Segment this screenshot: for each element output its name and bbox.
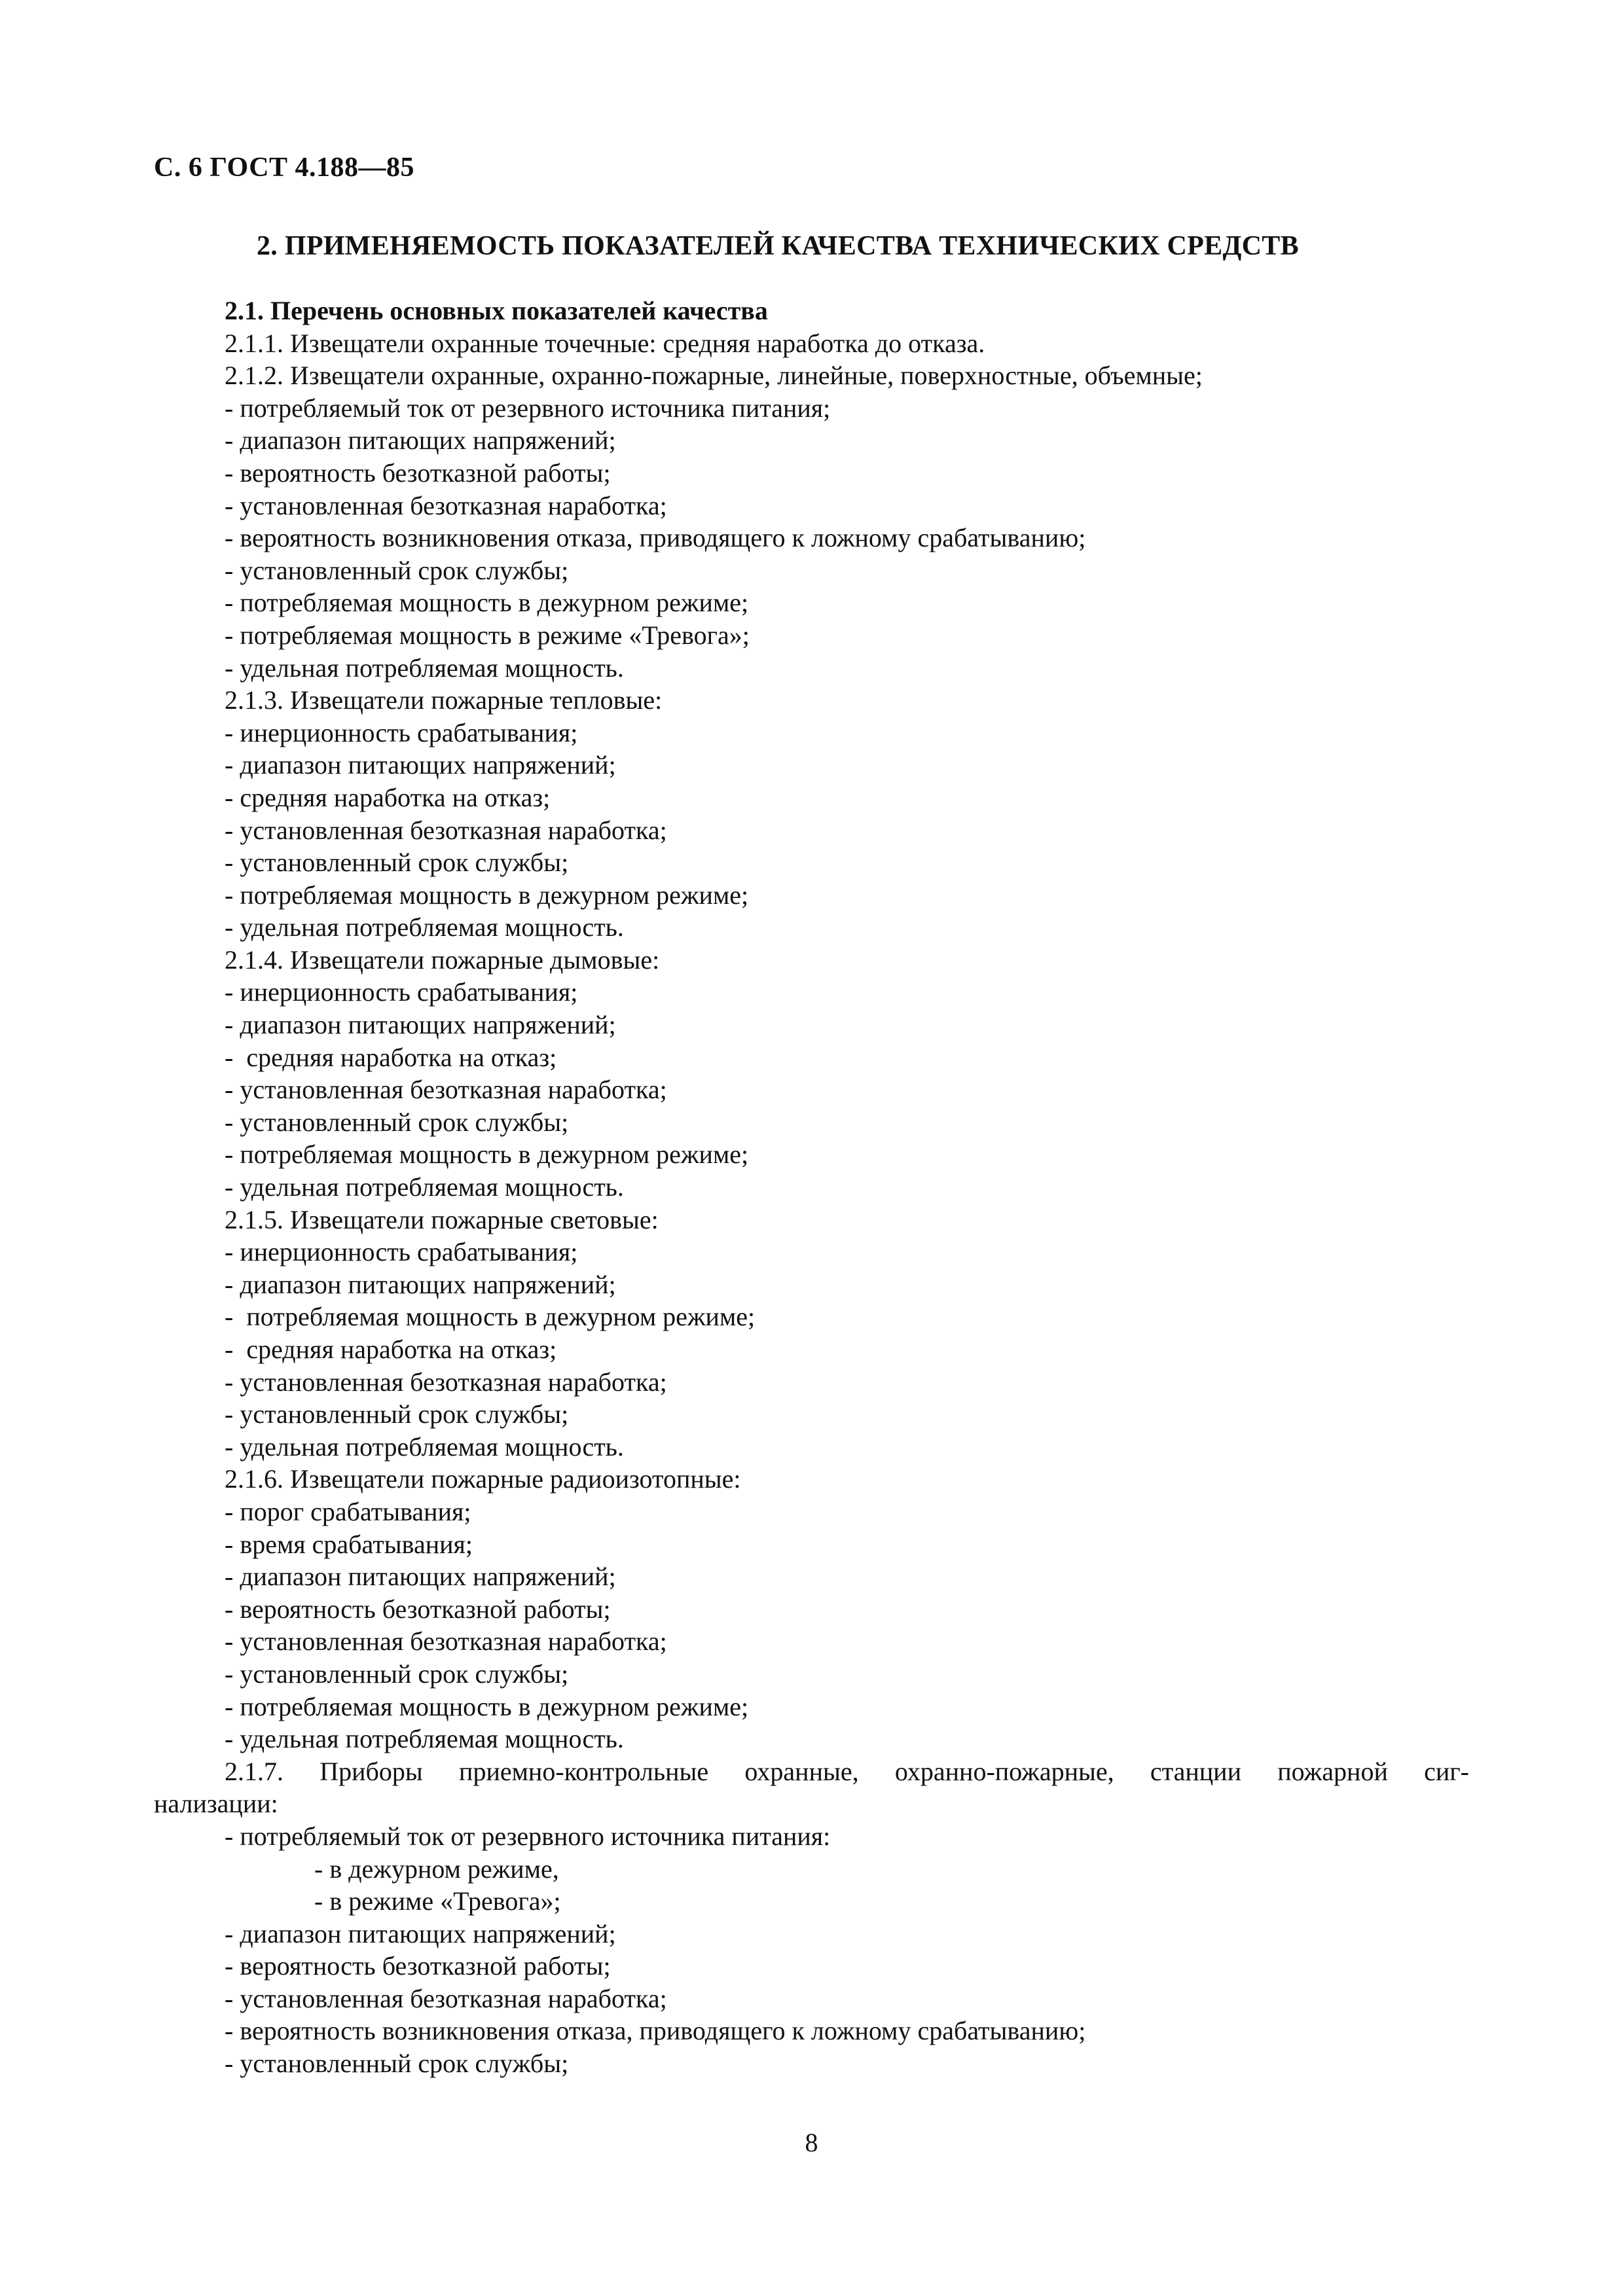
- clause-2-1-1: 2.1.1. Извещатели охранные точечные: средняя наработка до отказа.: [225, 328, 985, 358]
- list-item: - потребляемая мощность в дежурном режиме;: [225, 1691, 749, 1721]
- list-item: - удельная потребляемая мощность.: [225, 1431, 624, 1462]
- list-item: - диапазон питающих напряжений;: [225, 1269, 616, 1299]
- list-item: - удельная потребляемая мощность.: [225, 1724, 624, 1754]
- clause-2-1-4: 2.1.4. Извещатели пожарные дымовые:: [225, 944, 660, 975]
- list-item: - установленная безотказная наработка;: [225, 490, 667, 520]
- list-item: - установленная безотказная наработка;: [225, 1983, 667, 2013]
- list-item: - средняя наработка на отказ;: [225, 1042, 557, 1072]
- page-header: С. 6 ГОСТ 4.188—85: [154, 152, 415, 183]
- clause-2-1-6: 2.1.6. Извещатели пожарные радиоизотопные:: [225, 1464, 741, 1494]
- list-item: - вероятность безотказной работы;: [225, 1951, 611, 1981]
- list-item: - потребляемая мощность в режиме «Тревога»;: [225, 620, 750, 650]
- list-item: - вероятность безотказной работы;: [225, 1594, 611, 1624]
- section-title: 2. ПРИМЕНЯЕМОСТЬ ПОКАЗАТЕЛЕЙ КАЧЕСТВА ТЕХНИЧЕСКИХ СРЕДСТВ: [257, 231, 1299, 261]
- list-item: - инерционность срабатывания;: [225, 1237, 578, 1267]
- clause-2-1-3: 2.1.3. Извещатели пожарные тепловые:: [225, 685, 663, 715]
- list-item: - потребляемый ток от резервного источника питания;: [225, 393, 831, 423]
- list-item: - установленная безотказная наработка;: [225, 1075, 667, 1105]
- clause-2-1-7-continuation: нализации:: [154, 1789, 278, 1819]
- list-item: - установленный срок службы;: [225, 1659, 569, 1689]
- list-item: - установленный срок службы;: [225, 555, 569, 585]
- clause-2-1-2: 2.1.2. Извещатели охранные, охранно-пожарные, линейные, поверхностные, объемные;: [225, 361, 1203, 391]
- list-item: - установленный срок службы;: [225, 1107, 569, 1137]
- body-text: [0, 295, 1623, 2080]
- list-item: - средняя наработка на отказ;: [225, 782, 551, 812]
- list-item: - время срабатывания;: [225, 1529, 473, 1559]
- list-item: - вероятность возникновения отказа, приводящего к ложному срабатыванию;: [225, 2016, 1086, 2046]
- list-item: - вероятность безотказной работы;: [225, 457, 611, 488]
- list-item: - удельная потребляемая мощность.: [225, 653, 624, 683]
- list-item: - диапазон питающих напряжений;: [225, 425, 616, 456]
- list-item: - вероятность возникновения отказа, приводящего к ложному срабатыванию;: [225, 523, 1086, 553]
- list-item: - потребляемая мощность в дежурном режиме;: [225, 1139, 749, 1170]
- list-item: - установленная безотказная наработка;: [225, 1626, 667, 1657]
- list-item: - удельная потребляемая мощность.: [225, 912, 624, 942]
- list-item: - инерционность срабатывания;: [225, 977, 578, 1007]
- list-item: - диапазон питающих напряжений;: [225, 1010, 616, 1040]
- list-item: - установленная безотказная наработка;: [225, 815, 667, 845]
- list-item: - средняя наработка на отказ;: [225, 1335, 557, 1364]
- list-item: - установленный срок службы;: [225, 2049, 569, 2079]
- clause-2-1-7: 2.1.7. Приборы приемно-контрольные охранные, охранно-пожарные, станции пожарной сиг-: [225, 1756, 1469, 1786]
- list-item: - инерционность срабатывания;: [225, 717, 578, 747]
- list-item: - диапазон питающих напряжений;: [225, 1562, 616, 1592]
- clause-2-1-5: 2.1.5. Извещатели пожарные световые:: [225, 1204, 659, 1234]
- list-item: - потребляемая мощность в дежурном режиме;: [225, 880, 749, 910]
- sub-list-item: - в дежурном режиме,: [314, 1854, 559, 1884]
- list-item: - удельная потребляемая мощность.: [225, 1172, 624, 1202]
- list-item: - диапазон питающих напряжений;: [225, 1918, 616, 1948]
- list-item: - установленный срок службы;: [225, 848, 569, 878]
- subsection-heading: 2.1. Перечень основных показателей качества: [225, 296, 768, 325]
- list-item: - потребляемый ток от резервного источника питания:: [225, 1821, 831, 1851]
- page-number: 8: [805, 2128, 818, 2157]
- list-item: - установленный срок службы;: [225, 1399, 569, 1429]
- sub-list-item: - в режиме «Тревога»;: [314, 1886, 561, 1916]
- list-item: - порог срабатывания;: [225, 1496, 471, 1526]
- list-item: - установленная безотказная наработка;: [225, 1367, 667, 1397]
- list-item: - потребляемая мощность в дежурном режиме;: [225, 588, 749, 618]
- list-item: - диапазон питающих напряжений;: [225, 750, 616, 780]
- list-item: - потребляемая мощность в дежурном режиме;: [225, 1302, 756, 1332]
